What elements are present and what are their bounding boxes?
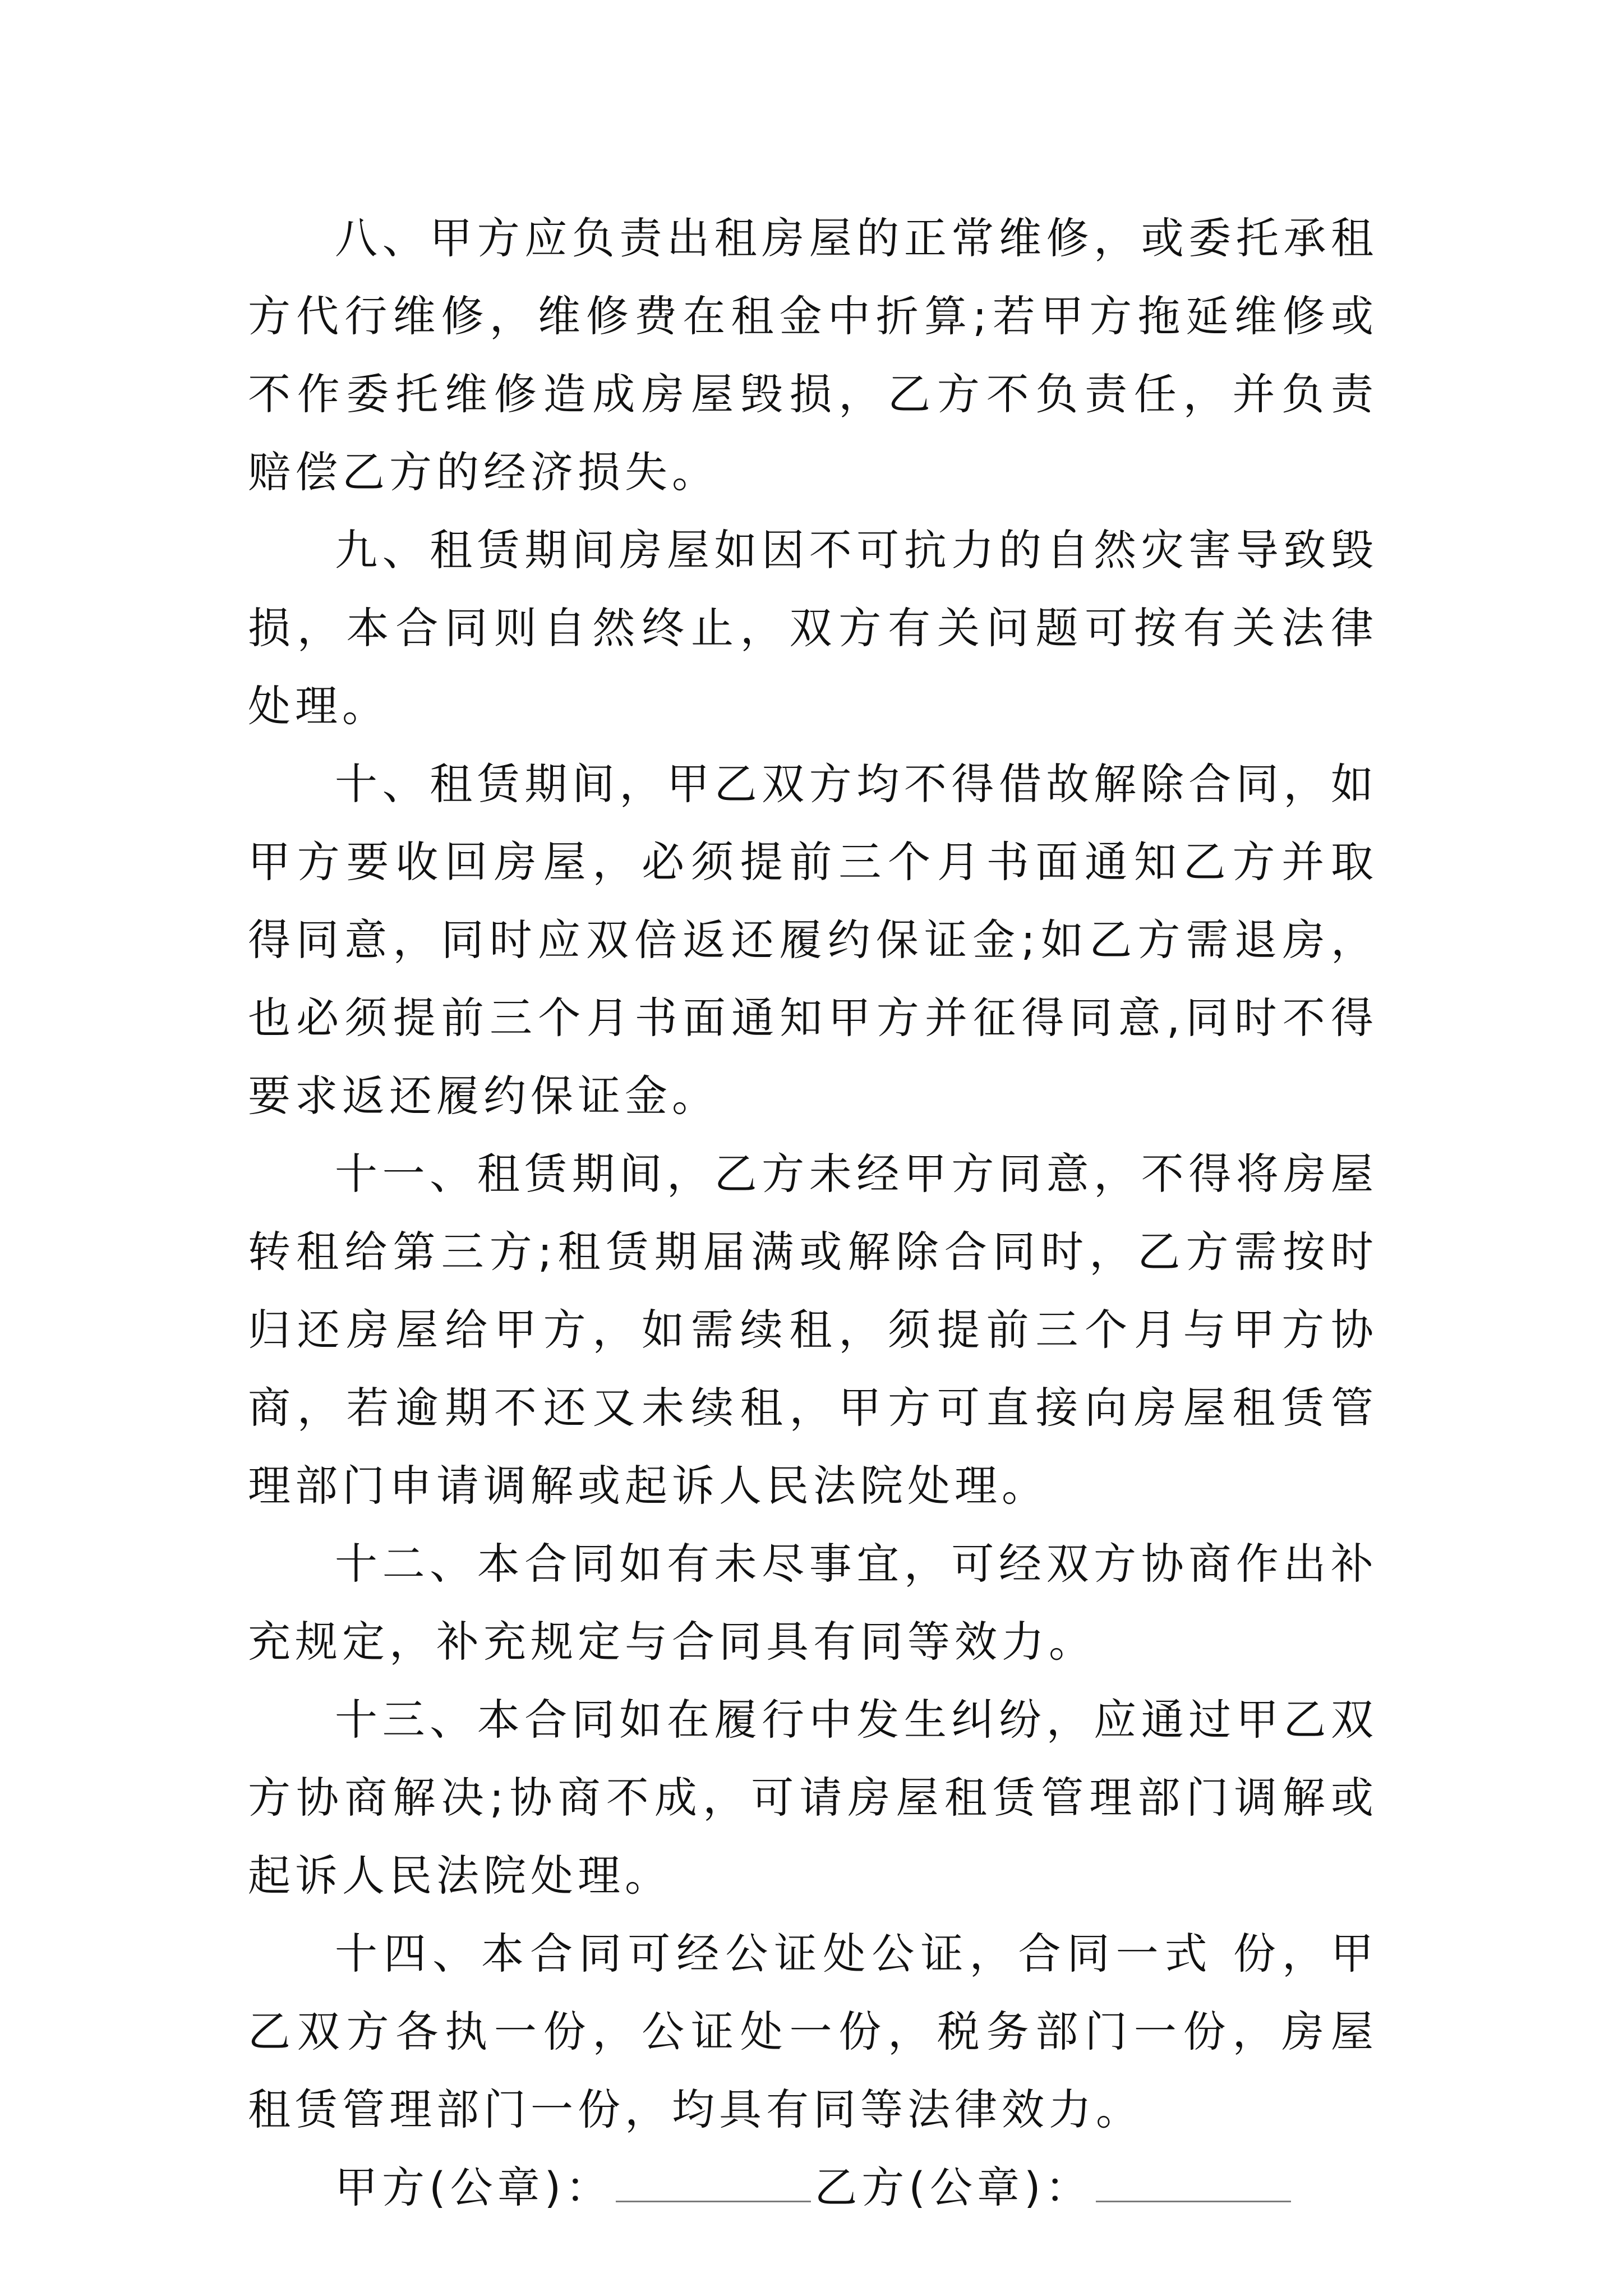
clause-8: 八、甲方应负责出租房屋的正常维修，或委托承租方代行维修，维修费在租金中折算;若甲方拖延维修或不作委托维修造成房屋毁损，乙方不负责任，并负责赔偿乙方的经济损失。 — [248, 213, 1378, 497]
clause-13: 十三、本合同如在履行中发生纠纷，应通过甲乙双方协商解决;协商不成，可请房屋租赁管理部门调解或起诉人民法院处理。 — [248, 1695, 1378, 1901]
signature-line — [248, 2148, 1378, 2226]
party-b-seal-label: 乙方(公章)： — [814, 2162, 1092, 2212]
party-a-signature-blank — [616, 2167, 811, 2202]
party-a-seal-label: 甲方(公章)： — [335, 2162, 613, 2212]
party-b-signature-blank — [1096, 2167, 1291, 2202]
clause-12: 十二、本合同如有未尽事宜，可经双方协商作出补充规定，补充规定与合同具有同等效力。 — [248, 1539, 1378, 1667]
clause-11: 十一、租赁期间，乙方未经甲方同意，不得将房屋转租给第三方;租赁期届满或解除合同时，乙方需按时归还房屋给甲方，如需续租，须提前三个月与甲方协商，若逾期不还又未续租，甲方可直接向房屋租赁管理部门申请调解或起诉人民法院处理。 — [248, 1149, 1378, 1511]
clause-14: 十四、本合同可经公证处公证，合同一式 份，甲乙双方各执一份，公证处一份，税务部门一份，房屋租赁管理部门一份，均具有同等法律效力。 — [248, 1929, 1378, 2134]
clause-9: 九、租赁期间房屋如因不可抗力的自然灾害导致毁损，本合同则自然终止，双方有关问题可按有关法律处理。 — [248, 525, 1378, 731]
contract-body — [248, 199, 1378, 2226]
clause-10: 十、租赁期间，甲乙双方均不得借故解除合同，如甲方要收回房屋，必须提前三个月书面通知乙方并取得同意，同时应双倍返还履约保证金;如乙方需退房，也必须提前三个月书面通知甲方并征得同意,同时不得要求返还履约保证金。 — [248, 759, 1378, 1121]
